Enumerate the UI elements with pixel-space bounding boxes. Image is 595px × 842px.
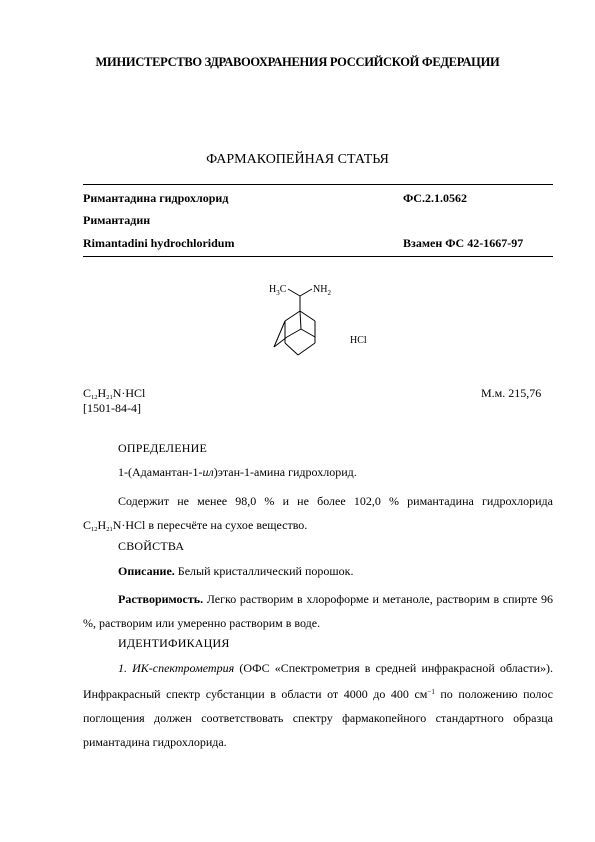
monograph-replaces: Взамен ФС 42-1667-97 bbox=[403, 236, 524, 250]
molecular-formula: $C_{12}H_{21}N\cdot HCl$ bbox=[83, 386, 146, 401]
identification-ir: 1. ИК-спектрометрия (ОФС «Спектрометрия в средней инфракрасной области»). Инфракрасный спектр субстанции в области от 4000 до 400 $см^{-1}$ по положению полос поглощения должен соответствовать спектру фармакопейного стандартного образца римантадина гидрохлорида. bbox=[83, 661, 553, 749]
identification-heading: ИДЕНТИФИКАЦИЯ bbox=[118, 636, 230, 650]
monograph-name-lat: Rimantadini hydrochloridum bbox=[83, 236, 235, 250]
ministry-heading: МИНИСТЕРСТВО ЗДРАВООХРАНЕНИЯ РОССИЙСКОЙ ФЕДЕРАЦИИ bbox=[95, 55, 500, 69]
properties-solubility: Растворимость. Легко растворим в хлороформе и метаноле, растворим в спирте 96 %, растворим или умеренно растворим в воде. bbox=[83, 592, 553, 630]
cas-number: [1501-84-4] bbox=[83, 401, 141, 415]
definition-chemical-name: 1-(Адамантан-1-ил)этан-1-амина гидрохлорид. bbox=[118, 465, 357, 479]
salt-label: HCl bbox=[350, 335, 367, 346]
divider-bottom bbox=[83, 256, 553, 257]
monograph-name-short: Римантадин bbox=[83, 213, 151, 227]
methyl-group-label: $H_3C$ bbox=[269, 284, 287, 297]
amino-group-label: $NH_2$ bbox=[313, 284, 331, 297]
monograph-code: ФС.2.1.0562 bbox=[403, 191, 467, 205]
article-type-heading: ФАРМАКОПЕЙНАЯ СТАТЬЯ bbox=[206, 152, 389, 167]
structural-formula bbox=[250, 275, 400, 375]
properties-description: Описание. Белый кристаллический порошок. bbox=[118, 564, 354, 578]
monograph-name-ru: Римантадина гидрохлорид bbox=[83, 191, 229, 205]
adamantane-skeleton bbox=[274, 289, 315, 355]
definition-heading: ОПРЕДЕЛЕНИЕ bbox=[118, 441, 208, 455]
molecular-weight: М.м. 215,76 bbox=[481, 386, 542, 400]
properties-heading: СВОЙСТВА bbox=[118, 539, 185, 553]
definition-content: Содержит не менее 98,0 % и не более 102,0 % римантадина гидрохлорида $C_{12}H_{21}N\cdot HCl$ в пересчёте на сухое вещество. bbox=[83, 494, 553, 533]
divider-top bbox=[83, 184, 553, 185]
